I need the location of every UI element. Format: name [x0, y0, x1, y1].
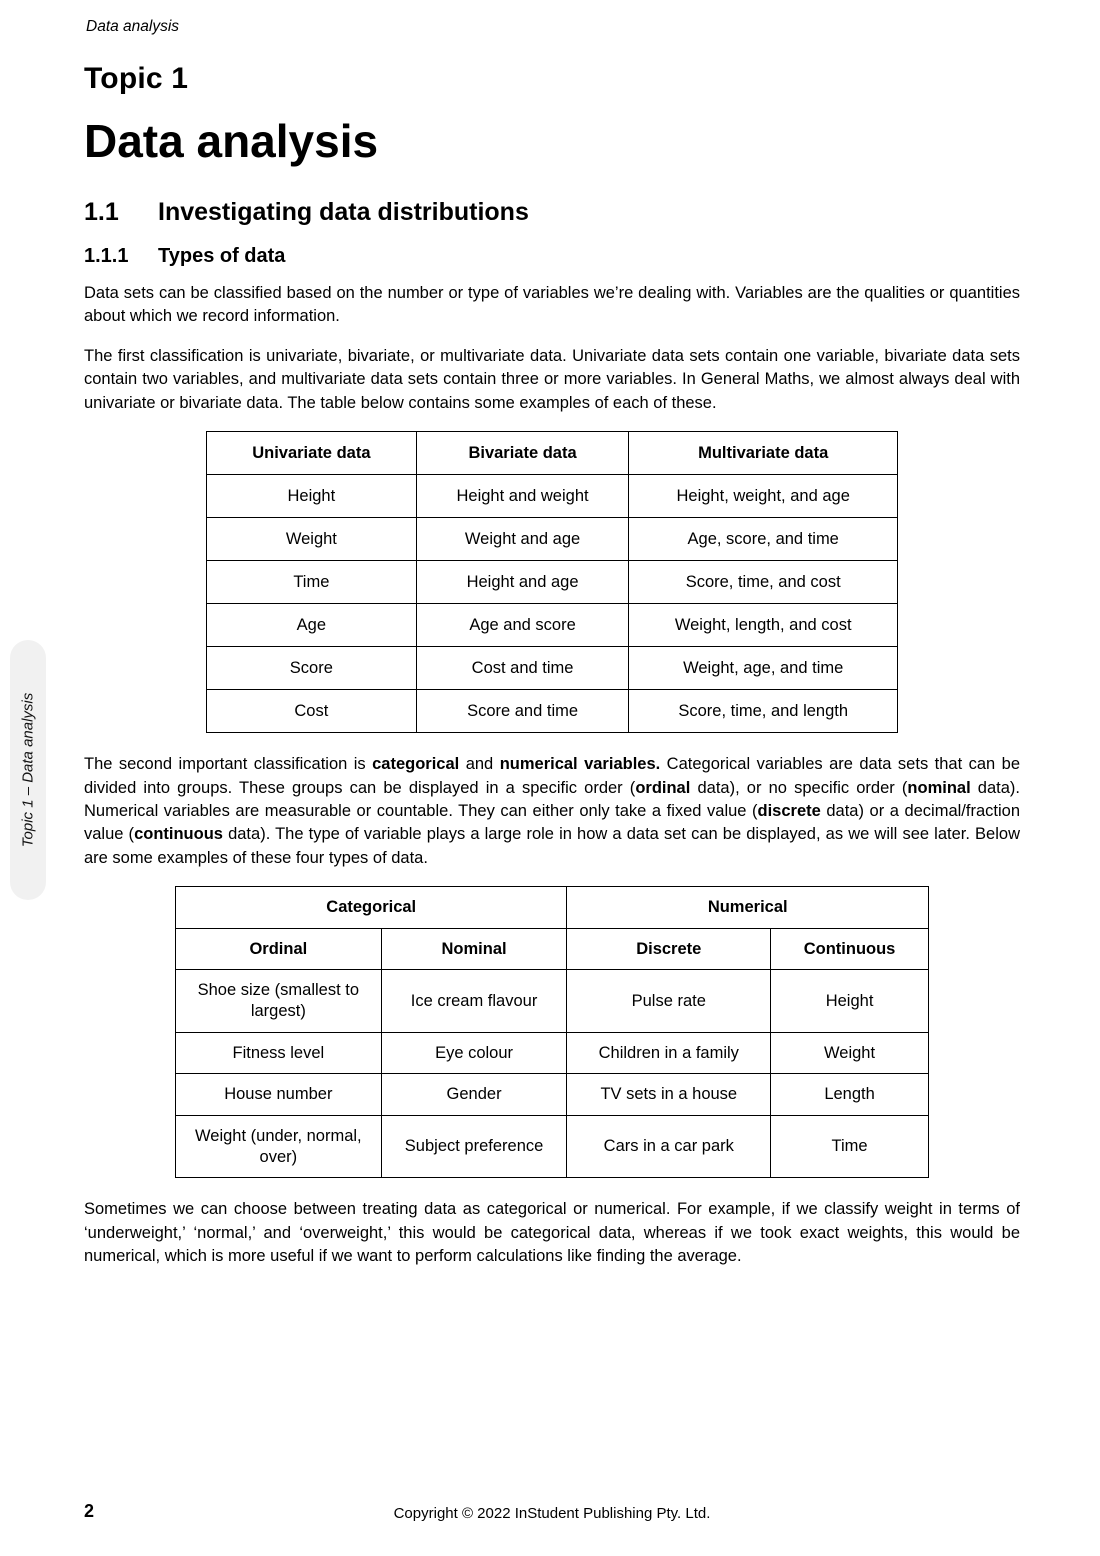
table-cell: Weight, age, and time: [629, 647, 898, 690]
column-header: Univariate data: [207, 432, 417, 475]
paragraph-3: The second important classification is categorical and numerical variables. Categorical variables are data sets that can be divided into groups. These groups can be displayed in a specific order (ordinal data), or no specific order (nominal data). Numerical variables are measurable or countable. They can either only take a fixed value (discrete data) or a decimal/fraction value (continuous data). The type of variable plays a large role in how a data set can be displayed, as we will see later. Below are some examples of these four types of data.: [84, 755, 1021, 867]
table-row: [176, 1115, 929, 1177]
table-cell: Score and time: [416, 690, 629, 733]
column-header: Bivariate data: [416, 432, 629, 475]
section-heading: [84, 198, 1020, 227]
table-cell: Height: [771, 970, 929, 1032]
table-cell: Time: [207, 561, 417, 604]
page-footer: [84, 1501, 1020, 1522]
table-row: [176, 1074, 929, 1116]
paragraph-4: Sometimes we can choose between treating data as categorical or numerical. For example, if we classify weight in terms of ‘underweight,’ ‘normal,’ and ‘overweight,’ this would be categorical data, whereas if we took exact weights, this would be numerical, which is more useful if we want to perform calculations like finding the average.: [84, 1200, 1020, 1266]
paragraph-2: The first classification is univariate, bivariate, or multivariate data. Univariate data sets contain one variable, bivariate data sets contain two variables, and multivariate data sets contain three or more variables. In General Maths, we almost always deal with univariate or bivariate data. The table below contains some examples of each of these.: [84, 346, 1020, 412]
page-title: Data analysis: [84, 115, 379, 167]
table-cell: Cost and time: [416, 647, 629, 690]
table-cell: Length: [771, 1074, 929, 1116]
table-cell: Subject preference: [381, 1115, 567, 1177]
table-cell: Age: [207, 604, 417, 647]
copyright-notice: Copyright © 2022 InStudent Publishing Pty. Ltd.: [393, 1505, 711, 1522]
table-group-header-row: [176, 887, 929, 929]
subsection-title: Types of data: [158, 245, 286, 267]
paragraph-1: Data sets can be classified based on the number or type of variables we’re dealing with. Variables are the qualities or quantities about which we record information.: [84, 284, 1020, 326]
table-cell: Children in a family: [567, 1032, 771, 1074]
table-cell: Score, time, and cost: [629, 561, 898, 604]
categorical-numerical-table: [175, 886, 929, 1178]
table-header-row: [207, 432, 898, 475]
column-header: Multivariate data: [629, 432, 898, 475]
column-header: Ordinal: [176, 928, 382, 970]
group-header: Categorical: [176, 887, 567, 929]
table-cell: TV sets in a house: [567, 1074, 771, 1116]
table-cell: Time: [771, 1115, 929, 1177]
column-header: Discrete: [567, 928, 771, 970]
subsection-number: 1.1.1: [84, 245, 129, 267]
table-cell: Score: [207, 647, 417, 690]
table-row: [176, 1032, 929, 1074]
table-cell: Cost: [207, 690, 417, 733]
table-cell: Shoe size (smallest to largest): [176, 970, 382, 1032]
table-cell: Cars in a car park: [567, 1115, 771, 1177]
table-cell: Weight, length, and cost: [629, 604, 898, 647]
table-row: [207, 647, 898, 690]
group-header: Numerical: [567, 887, 929, 929]
table-row: [207, 561, 898, 604]
table-cell: Height: [207, 475, 417, 518]
table-cell: Weight: [207, 518, 417, 561]
section-title: Investigating data distributions: [158, 198, 529, 226]
table-cell: Ice cream flavour: [381, 970, 567, 1032]
table-cell: Age and score: [416, 604, 629, 647]
column-header: Nominal: [381, 928, 567, 970]
table-row: [207, 518, 898, 561]
table-row: [207, 475, 898, 518]
table-row: [176, 970, 929, 1032]
table-cell: Weight (under, normal, over): [176, 1115, 382, 1177]
table-cell: Height and weight: [416, 475, 629, 518]
page-number: 2: [84, 1501, 95, 1521]
table-cell: Fitness level: [176, 1032, 382, 1074]
topic-side-tab-label: Topic 1 – Data analysis: [19, 692, 37, 848]
univariate-bivariate-multivariate-table: [206, 431, 898, 733]
table-cell: Height and age: [416, 561, 629, 604]
running-header: Data analysis: [86, 18, 180, 35]
table-cell: Score, time, and length: [629, 690, 898, 733]
table-cell: Age, score, and time: [629, 518, 898, 561]
table-cell: Gender: [381, 1074, 567, 1116]
table-cell: Height, weight, and age: [629, 475, 898, 518]
topic-side-tab: [10, 640, 46, 900]
table-cell: Eye colour: [381, 1032, 567, 1074]
section-number: 1.1: [84, 198, 119, 226]
table-cell: House number: [176, 1074, 382, 1116]
table-row: [207, 604, 898, 647]
page-content: [84, 62, 1020, 1268]
subsection-heading: [84, 245, 1020, 268]
column-header: Continuous: [771, 928, 929, 970]
table-cell: Weight and age: [416, 518, 629, 561]
topic-label: Topic 1: [84, 62, 189, 95]
table-header-row: [176, 928, 929, 970]
table-cell: Weight: [771, 1032, 929, 1074]
table-cell: Pulse rate: [567, 970, 771, 1032]
table-row: [207, 690, 898, 733]
